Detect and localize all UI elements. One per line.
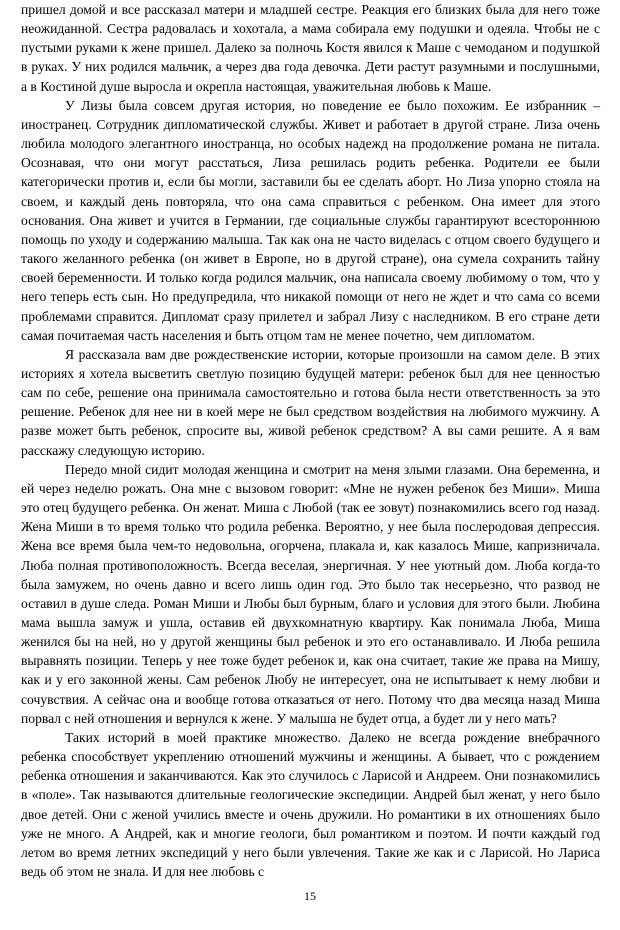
paragraph-kostya-ending: пришел домой и все рассказал матери и младшей сестре. Реакция его близких была для него тоже неожиданной. Сестра радовалась и хохотала, а мама собирала ему подушки и одеяла. Чтобы не с пустыми руками к жене пришел. Далеко за полночь Костя явился к Маше с чемоданом и подушкой в руках. У них родился мальчик, а через два года девочка. Дети растут разумными и послушными, а в Костиной душе выросла и окрепла настоящая, уважительная любовь к Маше. <box>21 2 600 94</box>
paragraph-liza-story: У Лизы была совсем другая история, но поведение ее было похожим. Ее избранник – иностранец. Сотрудник дипломатической службы. Живет и работает в другой стране. Лиза очень любила молодого элегантного иностранца, но особых надежд на продолжение романа не питала. Осознавая, что они могут расстаться, Лиза решилась родить ребенка. Родители ее были категорически против и, если бы могли, заставили бы ее сделать аборт. Но Лиза упорно стояла на своем, и каждый день повторяла, что она сама справиться с ребенком. Она имеет для этого основания. Она живет и учится в Германии, где социальные службы гарантируют всестороннюю помощь по уходу и содержанию малыша. Так как она не часто виделась с отцом своего будущего и такого желанного ребенка (он живет в Европе, но в другой стране), она сумела сохранить тайну своей беременности. И только когда родился мальчик, она написала своему любимому о том, что у него теперь есть сын. Но предупредила, что никакой помощи от него не ждет и что сама со всеми проблемами справится. Дипломат сразу прилетел и забрал Лизу с наследником. В его стране дети самая почитаемая часть населения и быть отцом там не менее почетно, чем дипломатом. <box>21 97 600 343</box>
paragraph-lyuba-story: Передо мной сидит молодая женщина и смотрит на меня злыми глазами. Она беременна, и ей через неделю рожать. Она мне с вызовом говорит: «Мне не нужен ребенок без Миши». Миша это отец будущего ребенка. Он женат. Миша с Любой (так ее зовут) познакомились всего год назад. Жена Миши в то время только что родила ребенка. Вероятно, у нее была послеродовая депрессия. Жена все время была чем-то недовольна, огорчена, плакала и, как казалось Мише, капризничала. Люба полная противоположность. Всегда веселая, энергичная. У нее уютный дом. Люба когда-то была замужем, но очень давно и всего лишь один год. Это было так несерьезно, что развод не оставил в душе следа. Роман Миши и Любы был бурным, благо и условия для этого были. Любина мама вышла замуж и ушла, оставив ей двухкомнатную квартиру. Как понимала Люба, Миша женился бы на ней, но у другой женщины был ребенок и это его останавливало. И Люба решила выравнять позиции. Теперь у нее тоже будет ребенок и, как она считает, такие же права на Мишу, как и у его законной жены. Сам ребенок Любу не интересует, она не испытывает к нему любви и сочувствия. А сейчас она и вообще готова отказаться от него. Потому что два месяца назад Миша порвал с ней отношения и вернулся к жене. У малыша не будет отца, а будет ли у него мать? <box>21 461 600 726</box>
page-body <box>21 0 600 881</box>
paragraph-larisa-story: Таких историй в моей практике множество. Далеко не всегда рождение внебрачного ребенка способствует укреплению отношений мужчины и женщины. А бывает, что с рождением ребенка отношения и заканчиваются. Как это случилось с Ларисой и Андреем. Они познакомились в «поле». Так называются длительные геологические экспедиции. Андрей был женат, у него было двое детей. Они с женой учились вместе и очень дружили. Но романтики в их отношениях было уже не много. А Андрей, как и многие геологи, был романтиком и поэтом. И почти каждый год летом во время летних экспедиций у него были увлечения. Такие же как и с Ларисой. Но Лариса ведь об этом не знала. И для нее любовь с <box>21 729 600 880</box>
page-number: 15 <box>304 889 316 903</box>
paragraph-two-christmas-stories: Я рассказала вам две рождественские истории, которые произошли на самом деле. В этих историях я хотела высветить светлую позицию будущей матери: ребенок был для нее ценностью сам по себе, решение она принимала самостоятельно и готова была нести ответственность за это решение. Ребенок для нее ни в коей мере не был средством воздействия на любимого мужчину. А разве может быть ребенок, спросите вы, живой ребенок средством? А вы сами решите. А я вам расскажу следующую историю. <box>21 346 600 458</box>
